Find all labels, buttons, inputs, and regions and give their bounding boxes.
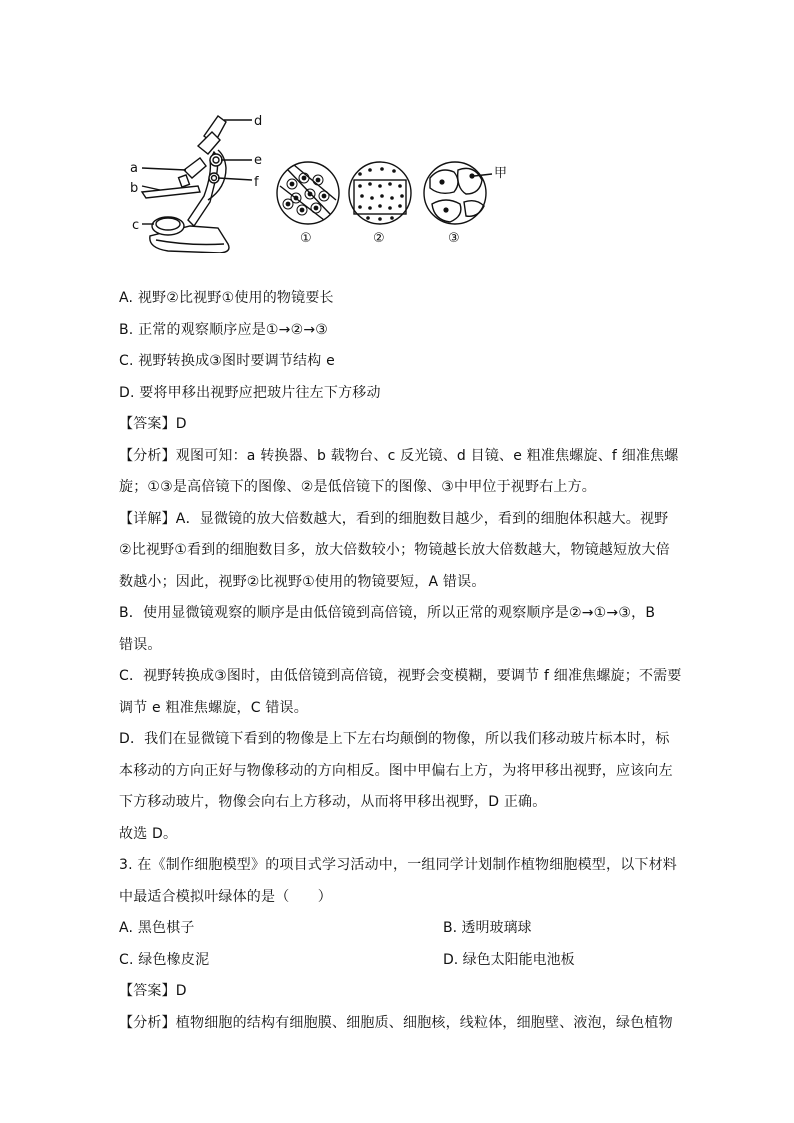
label-c: c bbox=[132, 218, 140, 233]
label-d: d bbox=[254, 114, 263, 129]
q3-option-c: C. 绿色橡皮泥 bbox=[119, 952, 210, 968]
label-b: b bbox=[130, 181, 139, 196]
label-f: f bbox=[254, 175, 259, 190]
q2-detail-line-10: 下方移动玻片，物像会向右上方移动，从而将甲移出视野，D 正确。 bbox=[119, 794, 547, 810]
q3-option-d: D. 绿色太阳能电池板 bbox=[443, 952, 575, 968]
marker-jia: 甲 bbox=[494, 166, 508, 181]
microscope-drawing bbox=[128, 108, 528, 253]
view-label-1: ① bbox=[300, 231, 312, 246]
q2-detail-line-1: 【详解】A．显微镜的放大倍数越大，看到的细胞数目越少，看到的细胞体积越大。视野 bbox=[119, 511, 669, 527]
microscope-figure bbox=[128, 108, 528, 253]
q2-analysis-line-1: 【分析】观图可知：a 转换器、b 载物台、c 反光镜、d 目镜、e 粗准焦螺旋、f 细准焦螺 bbox=[119, 448, 679, 464]
q2-option-a: A. 视野②比视野①使用的物镜要长 bbox=[119, 290, 334, 306]
view-label-2: ② bbox=[373, 231, 385, 246]
microscope-icon bbox=[142, 116, 252, 253]
q2-detail-line-3: 数越小；因此，视野②比视野①使用的物镜要短，A 错误。 bbox=[119, 574, 486, 590]
q3-stem-line-1: 3. 在《制作细胞模型》的项目式学习活动中，一组同学计划制作植物细胞模型，以下材料 bbox=[119, 857, 678, 873]
q2-option-b: B. 正常的观察顺序应是①→②→③ bbox=[119, 322, 329, 338]
view-3-circle bbox=[424, 162, 492, 224]
q3-answer: 【答案】D bbox=[119, 983, 187, 999]
q2-answer: 【答案】D bbox=[119, 416, 187, 432]
q2-detail-line-6: C．视野转换成③图时，由低倍镜到高倍镜，视野会变模糊，要调节 f 细准焦螺旋；不需要 bbox=[119, 668, 682, 684]
q2-detail-line-2: ②比视野①看到的细胞数目多，放大倍数较小；物镜越长放大倍数越大，物镜越短放大倍 bbox=[119, 542, 670, 558]
q2-analysis-line-2: 旋；①③是高倍镜下的图像、②是低倍镜下的图像、③中甲位于视野右上方。 bbox=[119, 479, 597, 495]
q2-detail-line-9: 本移动的方向正好与物像移动的方向相反。图中甲偏右上方，为将甲移出视野，应该向左 bbox=[119, 763, 673, 779]
q3-option-b: B. 透明玻璃球 bbox=[443, 920, 532, 936]
q2-detail-line-7: 调节 e 粗准焦螺旋，C 错误。 bbox=[119, 700, 308, 716]
q2-option-d: D. 要将甲移出视野应把玻片往左下方移动 bbox=[119, 385, 381, 401]
q2-conclusion: 故选 D。 bbox=[119, 826, 178, 842]
q2-detail-line-8: D．我们在显微镜下看到的物像是上下左右均颠倒的物像，所以我们移动玻片标本时，标 bbox=[119, 731, 670, 747]
q2-detail-line-5: 错误。 bbox=[119, 637, 162, 653]
q3-option-a: A. 黑色棋子 bbox=[119, 920, 195, 936]
q2-detail-line-4: B．使用显微镜观察的顺序是由低倍镜到高倍镜，所以正常的观察顺序是②→①→③，B bbox=[119, 605, 656, 621]
label-a: a bbox=[130, 161, 138, 176]
q3-analysis-line-1: 【分析】植物细胞的结构有细胞膜、细胞质、细胞核，线粒体，细胞壁、液泡，绿色植物 bbox=[119, 1015, 673, 1031]
view-label-3: ③ bbox=[448, 231, 460, 246]
q3-stem-line-2: 中最适合模拟叶绿体的是（ ） bbox=[119, 889, 332, 905]
q2-option-c: C. 视野转换成③图时要调节结构 e bbox=[119, 353, 335, 369]
view-2-circle bbox=[349, 162, 411, 224]
label-e: e bbox=[254, 153, 262, 168]
